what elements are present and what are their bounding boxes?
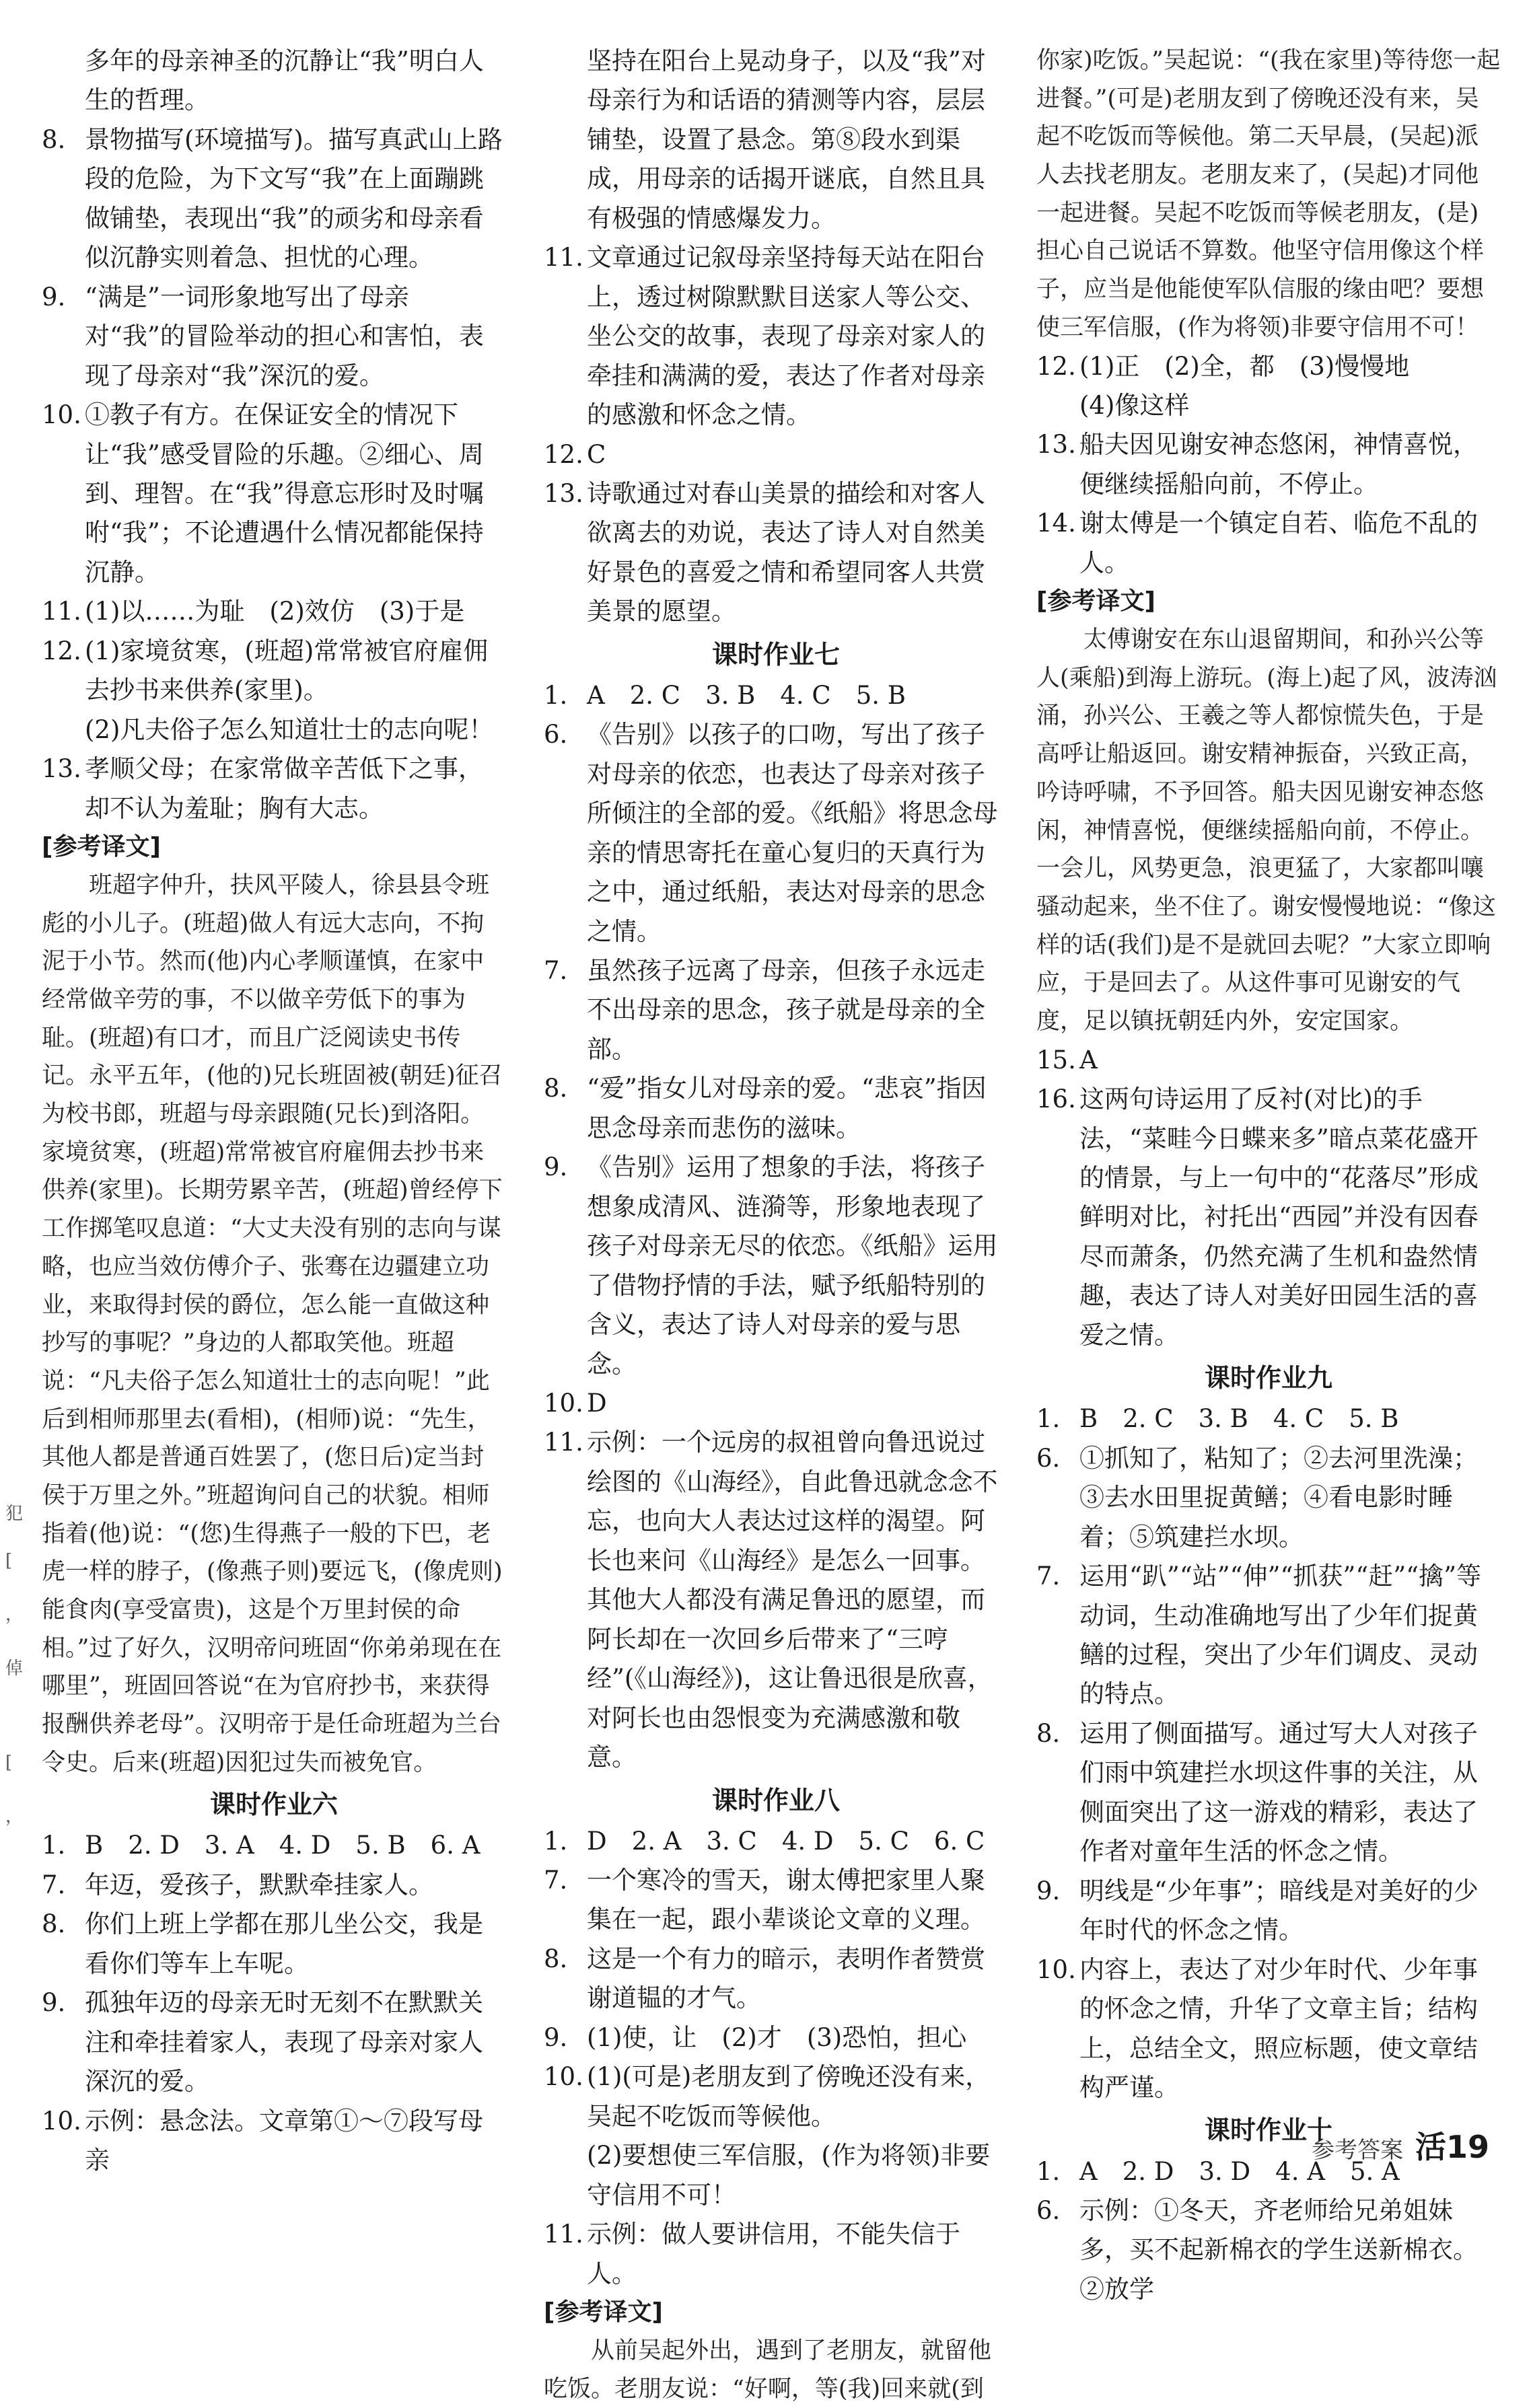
page-number: 活19 [1415,2129,1489,2166]
reference-translation: 班超字仲升，扶风平陵人，徐县县令班彪的小儿子。(班超)做人有远大志向，不拘泥于小节。然而(他)内心孝顺谨慎，在家中经常做辛劳的事，不以做辛劳低下的事为耻。(班超)有口才，而且广泛阅读史书传记。永平五年，(他的)兄长班固被(朝廷)征召为校书郎，班超与母亲跟随(兄长)到洛阳。家境贫寒，(班超)常常被官府雇佣去抄书来供养(家里)。长期劳累辛苦，(班超)曾经停下工作掷笔叹息道：“大丈夫没有别的志向与谋略，也应当效仿傅介子、张骞在边疆建立功业，来取得封侯的爵位，怎么能一直做这种抄写的事呢？”身边的人都取笑他。班超说：“凡夫俗子怎么知道壮士的志向呢！”此后到相师那里去(看相)，(相师)说：“先生，其他人都是普通百姓罢了，(您日后)定当封侯于万里之外。”班超询问自己的状貌。相师指着(他)说：“(您)生得燕子一般的下巴，老虎一样的脖子，(像燕子则)要远飞，(像虎则)能食肉(享受富贵)，这是个万里封侯的命相。”过了好久，汉明帝问班固“你弟弟现在在哪里”，班固回答说“在为官府抄书，来获得报酬供养老母”。汉明帝于是任命班超为兰台令史。后来(班超)因犯过失而被免官。 [42,871,503,1776]
answer-item: 1. B 2. D 3. A 4. D 5. B 6. A [42,1831,480,1860]
continued-text: 坚持在阳台上晃动身子，以及“我”对母亲行为和话语的猜测等内容，层层铺垫，设置了悬念。第⑧段水到渠成，用母亲的话揭开谜底，自然且具有极强的情感爆发力。 [587,46,986,233]
reference-translation-label: [参考译文] [544,2298,663,2326]
answer-item: 10. 内容上，表达了对少年时代、少年事的怀念之情，升华了文章主旨；结构上，总结全文，照应标题，使文章结构严谨。 [1036,1955,1478,2103]
footer-label: 参考答案 [1311,2137,1403,2164]
answer-item: 7. 虽然孩子远离了母亲，但孩子永远走不出母亲的思念，孩子就是母亲的全部。 [544,956,985,1064]
answer-item: 12. C [544,439,606,469]
answer-item: 11. 文章通过记叙母亲坚持每天站在阳台上，透过树隙默默目送家人等公交、坐公交的故事，表现了母亲对家人的牵挂和满满的爱，表达了作者对母亲的感激和怀念之情。 [544,243,985,430]
answer-item: 13. 孝顺父母；在家常做辛苦低下之事，却不认为羞耻；胸有大志。 [42,754,483,823]
answer-item: 12. (1)正 (2)全，都 (3)慢慢地 [1036,351,1410,381]
edge-mark: 犯 [5,1504,24,1524]
answer-item: 9. 《告别》运用了想象的手法，将孩子想象成清风、涟漪等，形象地表现了孩子对母亲无尽的依恋。《纸船》运用了借物抒情的手法，赋予纸船特别的含义，表达了诗人对母亲的爱与思念。 [544,1153,998,1379]
edge-mark: ， [5,1605,24,1625]
answer-item: 1. A 2. C 3. B 4. C 5. B [544,680,906,710]
edge-mark: [ [5,1753,13,1773]
section-heading: 课时作业七 [711,639,840,669]
answer-item: 9. 孤独年迈的母亲无时无刻不在默默关注和牵挂着家人，表现了母亲对家人深沉的爱。 [42,1988,483,2096]
answer-item: 6. 示例：①冬天，齐老师给兄弟姐妹多，买不起新棉衣的学生送新棉衣。②放学 [1036,2195,1478,2304]
answer-item: 10. 示例：悬念法。文章第①～⑦段写母亲 [42,2106,483,2175]
answer-item: 11. 示例：一个远房的叔祖曾向鲁迅说过绘图的《山海经》，自此鲁迅就念念不忘，也向大人表达过这样的渴望。阿长也来问《山海经》是怎么一回事。其他大人都没有满足鲁迅的愿望，而阿长却在一次回乡后带来了“三哼经”(《山海经》)，这让鲁迅很是欣喜，对阿长也由怨恨变为充满感激和敬意。 [544,1428,998,1772]
answer-item: 8. 运用了侧面描写。通过写大人对孩子们雨中筑建拦水坝这件事的关注，从侧面突出了这一游戏的精彩，表达了作者对童年生活的怀念之情。 [1036,1718,1478,1866]
answer-item: 16. 这两句诗运用了反衬(对比)的手法，“菜畦今日蝶来多”暗点菜花盛开的情景，与上一句中的“花落尽”形成鲜明对比，衬托出“西园”并没有因春尽而萧条，仍然充满了生机和盎然情趣，表达了诗人对美好田园生活的喜爱之情。 [1036,1085,1479,1350]
answer-item: 10. ①教子有方。在保证安全的情况下让“我”感受冒险的乐趣。②细心、周到、理智。在“我”得意忘形时及时嘱咐“我”；不论遭遇什么情况都能保持沉静。 [42,400,484,587]
answer-item: 13. 诗歌通过对春山美景的描绘和对客人欲离去的劝说，表达了诗人对自然美好景色的喜爱之情和希望同客人共赏美景的愿望。 [544,478,985,626]
column-left [42,42,506,2175]
continued-text: 多年的母亲神圣的沉静让“我”明白人生的哲理。 [85,46,484,115]
reference-translation: 太傅谢安在东山退留期间，和孙兴公等人(乘船)到海上游玩。(海上)起了风，波涛汹涌，孙兴公、王羲之等人都惊慌失色，于是高呼让船返回。谢安精神振奋，兴致正高，吟诗呼啸，不予回答。船夫因见谢安神态悠闲，神情喜悦，便继续摇船向前，不停止。一会儿，风势更急，浪更猛了，大家都叫嚷骚动起来，坐不住了。谢安慢慢地说：“像这样的话(我们)是不是就回去呢？”大家立即响应，于是回去了。从这件事可见谢安的气度，足以镇抚朝廷内外，安定国家。 [1036,626,1497,1035]
answer-item: 8. “爱”指女儿对母亲的爱。“悲哀”指因思念母亲而悲伤的滋味。 [544,1074,987,1142]
reference-translation-label: [参考译文] [1036,587,1155,616]
answer-item: 9. 明线是“少年事”；暗线是对美好的少年时代的怀念之情。 [1036,1876,1479,1945]
column-middle [544,42,1008,2403]
answer-item: 1. D 2. A 3. C 4. D 5. C 6. C [544,1826,985,1856]
answer-item: 6. 《告别》以孩子的口吻，写出了孩子对母亲的依恋，也表达了母亲对孩子所倾注的全部的爱。《纸船》将思念母亲的情思寄托在童心复归的天真行为之中，通过纸船，表达对母亲的思念之情。 [544,720,998,946]
answer-item: 11. 示例：做人要讲信用，不能失信于人。 [544,2220,960,2288]
answer-item: 14. 谢太傅是一个镇定自若、临危不乱的人。 [1036,509,1478,577]
answer-item: 8. 这是一个有力的暗示，表明作者赞赏谢道韫的才气。 [544,1944,985,2013]
answer-subitem: (2)凡夫俗子怎么知道壮士的志向呢！ [85,715,494,744]
answer-item: 11. (1)以……为耻 (2)效仿 (3)于是 [42,597,465,626]
answer-item: 9. “满是”一词形象地写出了母亲对“我”的冒险举动的担心和害怕，表现了母亲对“我”深沉的爱。 [42,282,484,390]
answer-item: 7. 年迈，爱孩子，默默牵挂家人。 [42,1870,433,1899]
edge-mark: ， [5,1807,24,1827]
edge-mark: [ [5,1551,13,1571]
edge-mark: 倬 [5,1658,24,1679]
reference-translation-continued: 你家)吃饭。”吴起说：“(我在家里)等待您一起进餐。”(可是)老朋友到了傍晚还没有来，吴起不吃饭而等候他。第二天早晨，(吴起)派人去找老朋友。老朋友来了，(吴起)才同他一起进餐。吴起不吃饭而等候老朋友，(是)担心自己说话不算数。他坚守信用像这个样子，应当是他能使军队信服的缘由吧？要想使三军信服，(作为将领)非要守信用不可！ [1036,47,1501,341]
page-footer [1312,2123,1489,2172]
section-heading: 课时作业八 [711,1785,840,1815]
reference-translation-label: [参考译文] [42,833,161,861]
answer-item: 10. D [544,1388,607,1418]
section-heading: 课时作业十 [1204,2115,1332,2146]
answer-item: 9. (1)使，让 (2)才 (3)恐怕，担心 [544,2022,967,2052]
answer-item: 6. ①抓知了，粘知了；②去河里洗澡；③去水田里捉黄鳝；④看电影时睡着；⑤筑建拦水坝。 [1036,1443,1478,1552]
answer-item: 15. A [1036,1045,1098,1074]
answer-item: 8. 你们上班上学都在那儿坐公交，我是看你们等车上车呢。 [42,1909,483,1978]
answer-item: 12. (1)家境贫寒，(班超)常常被官府雇佣去抄书来供养(家里)。 [42,636,489,705]
answer-item: 10. (1)(可是)老朋友到了傍晚还没有来，吴起不吃饭而等候他。 [544,2062,991,2131]
section-heading: 课时作业六 [209,1790,338,1820]
answer-item: 8. 景物描写(环境描写)。描写真武山上路段的危险，为下文写“我”在上面蹦跳做铺垫，表现出“我”的顽劣和母亲看似沉静实则着急、担忧的心理。 [42,124,503,272]
answer-item: 7. 运用“趴”“站”“伸”“抓获”“赶”“擒”等动词，生动准确地写出了少年们捉黄鳝的过程，突出了少年们调皮、灵动的特点。 [1036,1562,1481,1709]
section-heading: 课时作业九 [1204,1363,1332,1393]
answer-item: 13. 船夫因见谢安神态悠闲，神情喜悦，便继续摇船向前，不停止。 [1036,430,1478,499]
column-right [1036,42,1501,2304]
answer-subitem: (2)要想使三军信服，(作为将领)非要守信用不可！ [587,2141,991,2210]
answer-item: 1. B 2. C 3. B 4. C 5. B [1036,1404,1399,1434]
answer-subitem: (4)像这样 [1079,390,1190,420]
reference-translation: 从前吴起外出，遇到了老朋友，就留他吃饭。老朋友说：“好啊，等(我)回来就(到 [544,2337,992,2403]
answer-item: 7. 一个寒冷的雪天，谢太傅把家里人聚集在一起，跟小辈谈论文章的义理。 [544,1866,985,1934]
answer-item: 1. A 2. D 3. D 4. A 5. A [1036,2156,1400,2186]
